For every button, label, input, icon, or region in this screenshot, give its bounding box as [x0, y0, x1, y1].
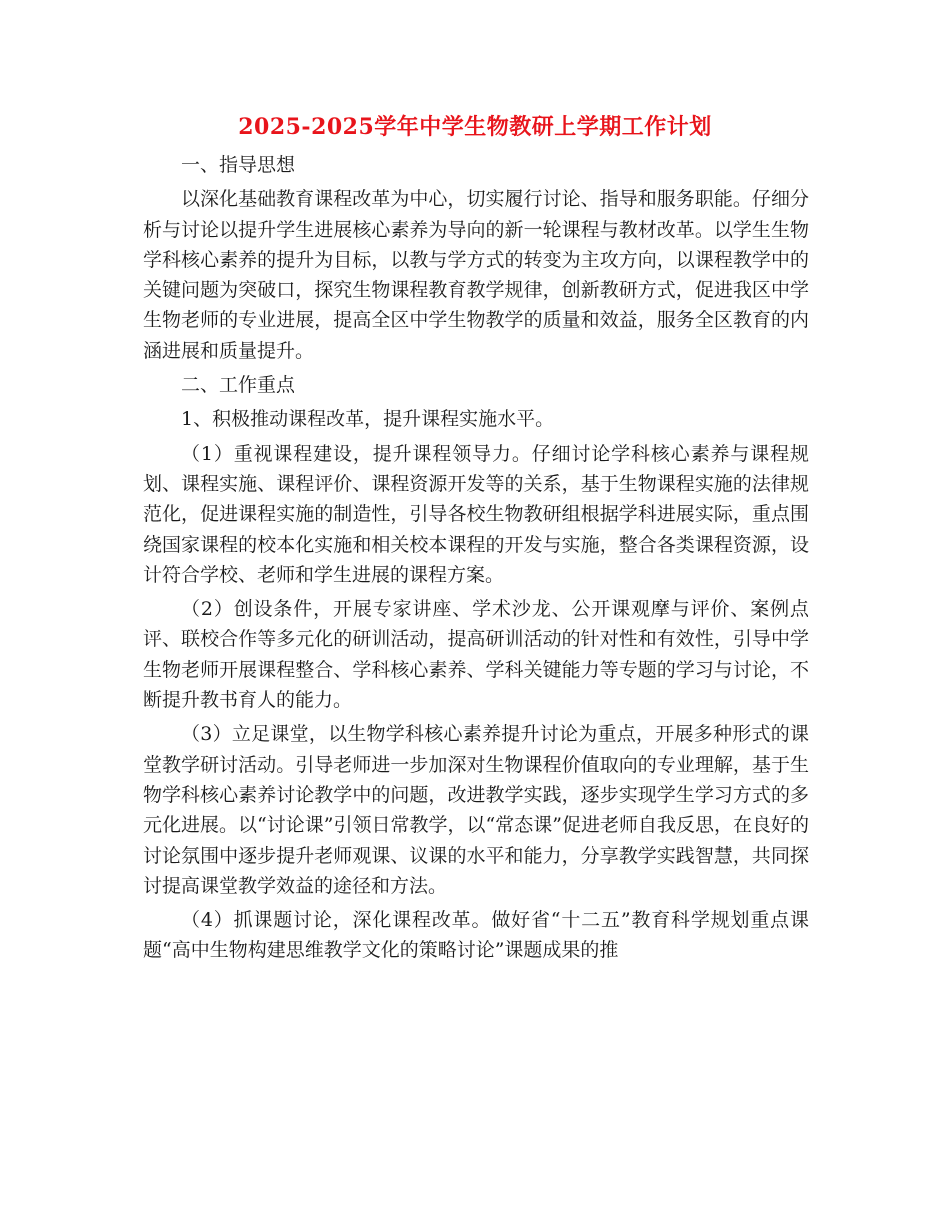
document-title: 2025-2025学年中学生物教研上学期工作计划	[238, 114, 712, 140]
paragraph-item-1: （1）重视课程建设，提升课程领导力。仔细讨论学科核心素养与课程规划、课程实施、课程评价、课程资源开发等的关系，基于生物课程实施的法律规范化，促进课程实施的制造性，引导各校生物教研组根据学科进展实际，重点围绕国家课程的校本化实施和相关校本课程的开发与实施，整合各类课程资源，设计符合学校、老师和学生进展的课程方案。	[143, 442, 809, 586]
subsection-heading-curriculum-reform: 1、积极推动课程改革，提升课程实施水平。	[181, 408, 555, 431]
section-heading-work-focus: 二、工作重点	[181, 374, 296, 397]
paragraph-guiding-ideology: 以深化基础教育课程改革为中心，切实履行讨论、指导和服务职能。仔细分析与讨论以提升学生进展核心素养为导向的新一轮课程与教材改革。以学生生物学科核心素养的提升为目标，以教与学方式的转变为主攻方向，以课程教学中的关键问题为突破口，探究生物课程教育教学规律，创新教研方式，促进我区中学生物老师的专业进展，提高全区中学生物教学的质量和效益，服务全区教育的内涵进展和质量提升。	[143, 188, 809, 362]
paragraph-item-4: （4）抓课题讨论，深化课程改革。做好省“十二五”教育科学规划重点课题“高中生物构建思维教学文化的策略讨论”课题成果的推	[143, 909, 809, 962]
document-body	[143, 150, 809, 970]
section-heading-guiding-ideology: 一、指导思想	[181, 154, 296, 176]
paragraph-item-2: （2）创设条件，开展专家讲座、学术沙龙、公开课观摩与评价、案例点评、联校合作等多元化的研训活动，提高研训活动的针对性和有效性，引导中学生物老师开展课程整合、学科核心素养、学科关键能力等专题的学习与讨论，不断提升教书育人的能力。	[143, 598, 809, 712]
paragraph-item-3: （3）立足课堂，以生物学科核心素养提升讨论为重点，开展多种形式的课堂教学研讨活动。引导老师进一步加深对生物课程价值取向的专业理解，基于生物学科核心素养讨论教学中的问题，改进教学实践，逐步实现学生学习方式的多元化进展。以“讨论课”引领日常教学，以“常态课”促进老师自我反思，在良好的讨论氛围中逐步提升老师观课、议课的水平和能力，分享教学实践智慧，共同探讨提高课堂教学效益的途径和方法。	[143, 723, 809, 897]
